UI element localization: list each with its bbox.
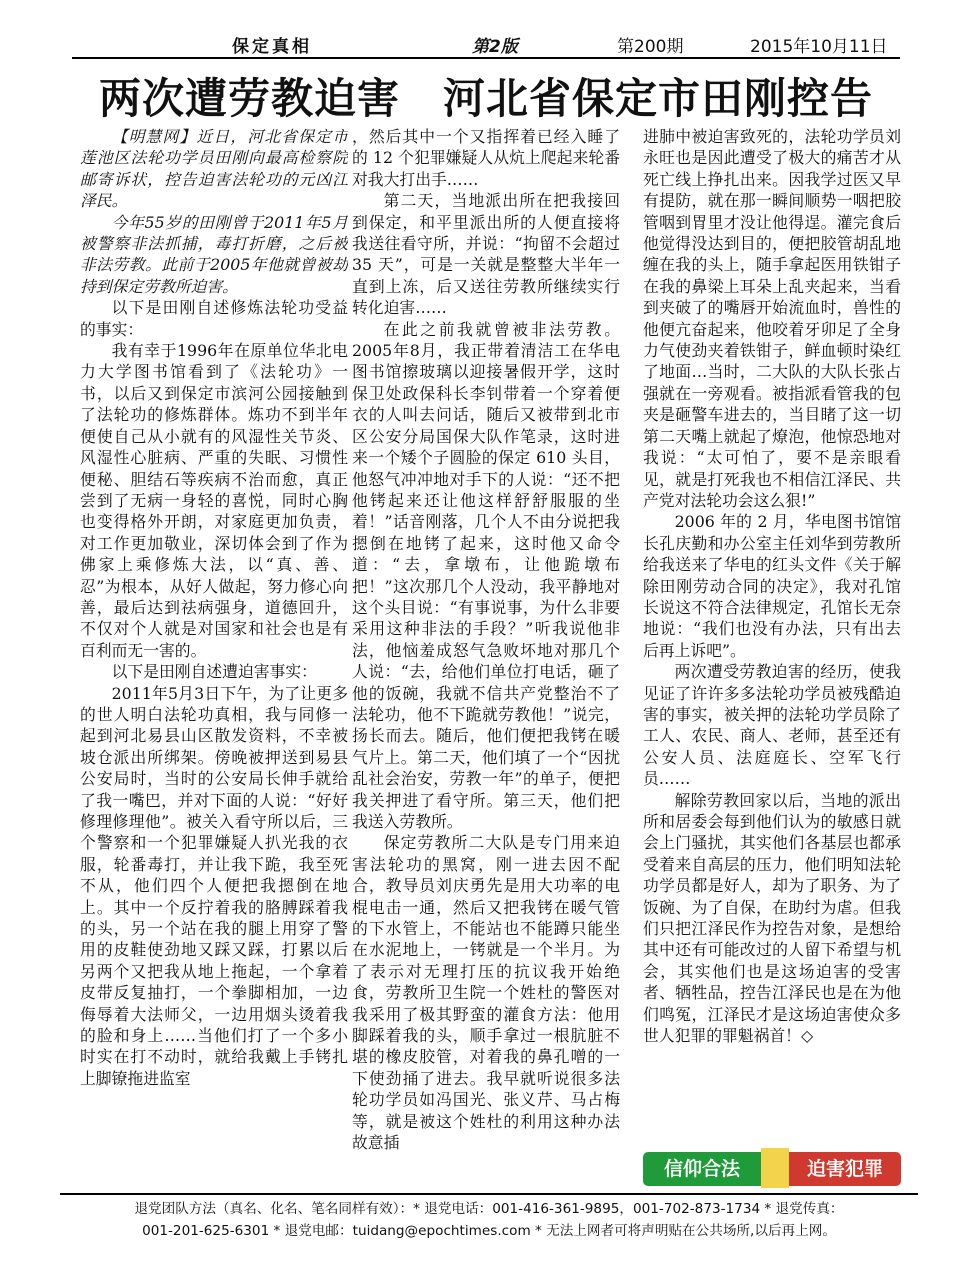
header-divider: [72, 57, 900, 59]
paragraph: 保定劳教所二大队是专门用来迫害法轮功的黑窝，刚一进去因不配合，教导员刘庆勇先是用大功率的电棍电击一通，然后又把我铐在暖气管的下水管上，不能站也不能蹲只能坐在水泥地上，一铐就是一个半月。为了表示对无理打压的抗议我开始绝食，劳教所卫生院一个姓杜的警医对我采用了极其野蛮的灌食方法：他用脚踩着我的头，顺手拿过一根肮脏不堪的橡皮胶管，对着我的鼻孔噌的一下使劲捅了进去。我早就听说很多法轮功学员如冯国光、张义芹、马占梅等，就是被这个姓杜的利用这种办法故意插: [352, 833, 620, 1153]
article-column-1: [80, 126, 348, 1166]
paragraph: 第二天，当地派出所在把我接回到保定，和平里派出所的人便直接将我送往看守所，并说：“拘留不会超过35 天”，可是一关就是整整大半年一直到上冻，后又送往劳教所继续实行转化迫害……: [352, 191, 620, 318]
footer-line-1: 退党团队方法（真名、化名、笔名同样有效）：* 退党电话：001-416-361-9895，001-702-873-1734 * 退党传真：: [134, 1201, 844, 1217]
article-column-3: [643, 126, 901, 1166]
issue-date: 2015年10月11日: [750, 37, 888, 57]
paragraph: 进肺中被迫害致死的，法轮功学员刘永旺也是因此遭受了极大的痛苦才从死亡线上挣扎出来。因我学过医又早有提防，就在那一瞬间顺势一咽把胶管咽到胃里才没让他得逞。灌完食后他觉得没达到目的，便把胶管胡乱地缠在我的头上，随手拿起医用铁钳子在我的鼻梁上耳朵上乱夹起来，当看到夹破了的嘴唇开始流血时，兽性的他便亢奋起来，他咬着牙卯足了全身力气使劲夹着铁钳子，鲜血顿时染红了地面…当时，二大队的大队长张占强就在一旁观看。被指派看管我的包夹是砸警车进去的，当目睹了这一切第二天嘴上就起了燎泡，他惊恐地对我说：“太可怕了，要不是亲眼看见，就是打死我也不相信江泽民、共产党对法轮功会这么狠!”: [643, 127, 901, 510]
article-headline: 两次遭劳教迫害 河北省保定市田刚控告: [98, 74, 873, 123]
edition-label: 第2版: [472, 37, 518, 57]
footer-divider: [60, 1193, 918, 1195]
paragraph: 在此之前我就曾被非法劳教。2005年8月，我正带着清洁工在华电图书馆擦玻璃以迎接暑假开学，这时保卫处政保科长李钊带着一个穿着便衣的人叫去问话，随后又被带到北市区公安分局国保大队作笔录，这时进来一个矮个子圆脸的保定 610 头目，他怒气冲冲地对手下的人说：“还不把他铐起来还让他这样舒舒服服的坐着！”话音刚落，几个人不由分说把我摁倒在地铐了起来，这时他又命令道：“去，拿墩布，让他跪墩布把！”这次那几个人没动，我平静地对这个头目说：“有事说事，为什么非要采用这种非法的手段？”听我说他非法，他恼羞成怒气急败坏地对那几个人说：“去，给他们单位打电话，砸了他的饭碗，我就不信共产党整治不了法轮功，他不下跪就劳教他！”说完，扬长而去。随后，他们便把我铐在暖气片上。第二天，他们填了一个“因扰乱社会治安，劳教一年”的单子，便把我关押进了看守所。第三天，他们把我送入劳教所。: [352, 319, 620, 831]
paragraph: 【明慧网】近日，河北省保定市莲池区法轮功学员田刚向最高检察院邮寄诉状，控告迫害法轮功的元凶江泽民。: [80, 127, 348, 211]
paragraph: 解除劳教回家以后，当地的派出所和居委会每到他们认为的敏感日就会上门骚扰，其实他们各基层也都承受着来自高层的压力，他们明知法轮功学员都是好人，却为了职务、为了饭碗、为了自保，在助纣为虐。但我们只把江泽民作为控告对象，是想给其中还有可能改过的人留下希望与机会，其实他们也是这场迫害的受害者、牺牲品，控告江泽民也是在为他们鸣冤，江泽民才是这场迫害使众多世人犯罪的罪魁祸首！◇: [643, 790, 901, 1046]
paragraph: 2011年5月3日下午，为了让更多的世人明白法轮功真相，我与同修一起到河北易县山区散发资料，不幸被坡仓派出所绑架。傍晚被押送到易县公安局时，当时的公安局长伸手就给了我一嘴巴，并对下面的人说：“好好修理修理他”。被关入看守所以后，三个警察和一个犯罪嫌疑人扒光我的衣服，轮番毒打，并让我下跪，我至死不从，他们四个人便把我摁倒在地上。其中一个反拧着我的胳膊踩着我的头，另一个站在我的腿上用穿了警用的皮鞋使劲地又踩又踩，打累以后另两个又把我从地上拖起，一个拿着皮带反复抽打，一个拳脚相加，一边侮辱着大法师父，一边用烟头烫着我的脸和身上……当他们打了一个多小时实在打不动时，就给我戴上手铐扎上脚镣拖进监室: [80, 683, 348, 1088]
paragraph: 我有幸于1996年在原单位华北电力大学图书馆看到了《法轮功》一书，以后又到保定市滨河公园接触到了法轮功的修炼群体。炼功不到半年便使自己从小就有的风湿性关节炎、风湿性心脏病、严重的失眠、习惯性便秘、胆结石等疾病不治而愈，真正尝到了无病一身轻的喜悦，同时心胸也变得格外开朗，对家庭更加负责，对工作更加敬业，深切体会到了作为佛家上乘修炼大法，以“真、善、忍”为根本，从好人做起，努力修心向善，最后达到祛病强身，道德回升，不仅对个人就是对国家和社会也是有百利而无一害的。: [80, 341, 348, 660]
paragraph: 以下是田刚自述遭迫害事实：: [111, 662, 317, 682]
paragraph: ，然后其中一个又指挥着已经入睡了的 12 个犯罪嫌疑人从炕上爬起来轮番对我大打出手……: [352, 127, 620, 189]
paragraph: 两次遭受劳教迫害的经历，使我见证了许许多多法轮功学员被残酷迫害的事实，被关押的法轮功学员除了工人、农民、商人、老师，甚至还有公安人员、法庭庭长、空军飞行员……: [643, 662, 901, 789]
issue-number: 第200期: [617, 37, 684, 57]
publication-name: 保定真相: [232, 37, 312, 57]
falun-emblem-icon: [761, 1148, 789, 1188]
article-column-2: [352, 126, 620, 1166]
paragraph: 以下是田刚自述修炼法轮功受益的事实：: [80, 298, 348, 339]
page-footer: [60, 1198, 918, 1242]
slogan-faith-legal: 信仰合法: [643, 1152, 761, 1186]
paragraph: 2006 年的 2 月，华电图书馆馆长孔庆勤和办公室主任刘华到劳教所给我送来了华电的红头文件《关于解除田刚劳动合同的决定》，我对孔馆长说这不符合法律规定，孔馆长无奈地说：“我们也没有办法，只有出去后再上诉吧”。: [643, 512, 901, 660]
footer-line-2: 001-201-625-6301 * 退党电邮：tuidang@epochtimes.com * 无法上网者可将声明贴在公共场所,以后再上网。: [142, 1223, 836, 1239]
slogan-persecution-crime: 迫害犯罪: [789, 1152, 901, 1186]
page-header: [72, 30, 900, 58]
paragraph: 今年55岁的田刚曾于2011年5月被警察非法抓捕，毒打折磨，之后被非法劳教。此前于2005年他就曾被劫持到保定劳教所迫害。: [80, 212, 348, 296]
slogan-banner: [643, 1148, 901, 1188]
